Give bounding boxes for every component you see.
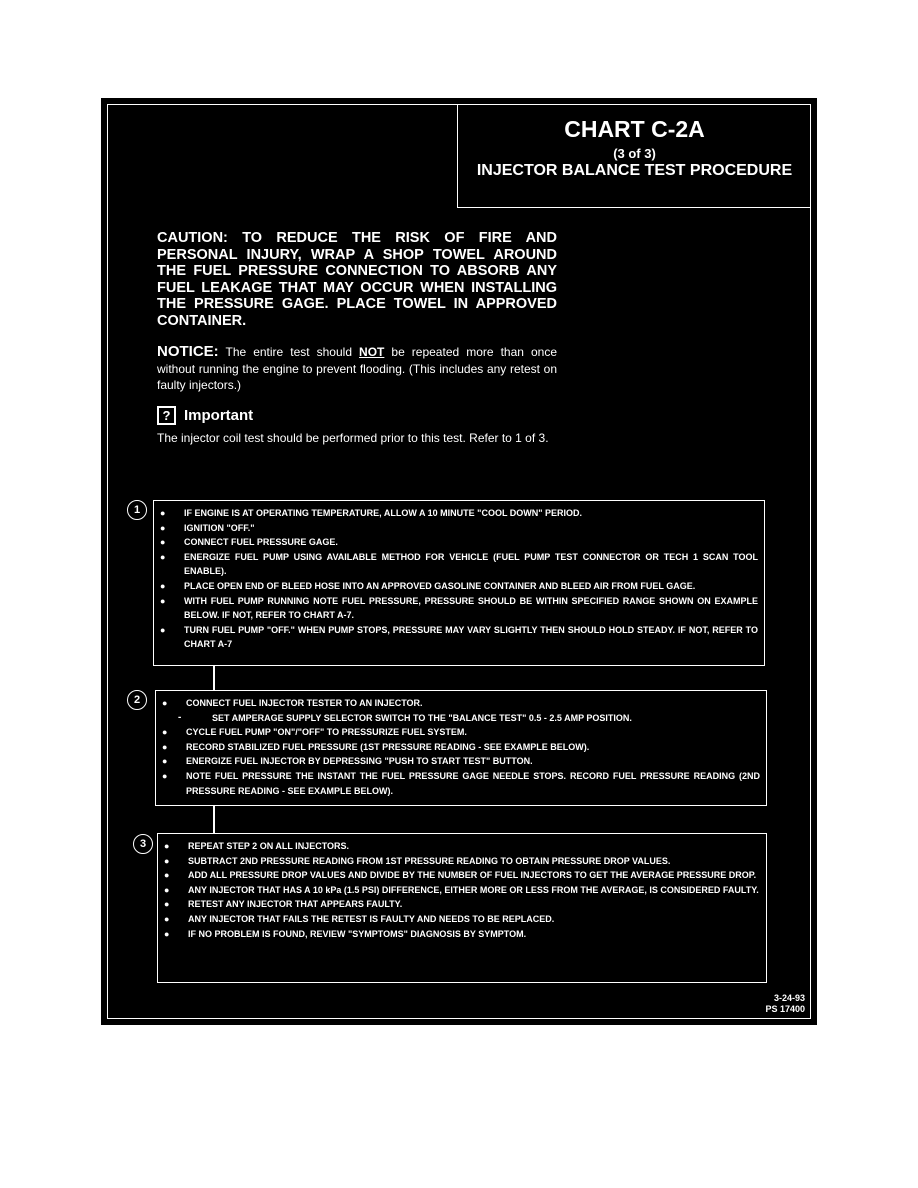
step-box-3 (157, 833, 767, 983)
step-number-2: 2 (127, 690, 147, 710)
step-3-item: ● IF NO PROBLEM IS FOUND, REVIEW "SYMPTOMS" DIAGNOSIS BY SYMPTOM. (164, 927, 760, 942)
step-3-item: ● SUBTRACT 2ND PRESSURE READING FROM 1ST PRESSURE READING TO OBTAIN PRESSURE DROP VALUES. (164, 854, 760, 869)
chart-panel (101, 98, 817, 1025)
step-list-3 (164, 839, 760, 941)
step-1-item: ● IF ENGINE IS AT OPERATING TEMPERATURE, ALLOW A 10 MINUTE "COOL DOWN" PERIOD. (160, 506, 758, 521)
footer-reference (765, 993, 805, 1015)
step-3-item: ● ADD ALL PRESSURE DROP VALUES AND DIVIDE BY THE NUMBER OF FUEL INJECTORS TO GET THE AVERAGE PRESSURE DROP. (164, 868, 760, 883)
chart-heading: INJECTOR BALANCE TEST PROCEDURE (476, 162, 793, 179)
step-number-3: 3 (133, 834, 153, 854)
step-list-2 (162, 696, 760, 798)
step-2-item: ● ENERGIZE FUEL INJECTOR BY DEPRESSING "PUSH TO START TEST" BUTTON. (162, 754, 760, 769)
step-3-item: ● RETEST ANY INJECTOR THAT APPEARS FAULTY. (164, 897, 760, 912)
step-3-item: ● REPEAT STEP 2 ON ALL INJECTORS. (164, 839, 760, 854)
notice-text-before: The entire test should (218, 345, 360, 359)
step-2-item: - SET AMPERAGE SUPPLY SELECTOR SWITCH TO THE "BALANCE TEST" 0.5 - 2.5 AMP POSITION. (162, 711, 760, 726)
important-header (157, 406, 253, 425)
title-block (457, 104, 811, 208)
step-2-item: ● CYCLE FUEL PUMP "ON"/"OFF" TO PRESSURIZE FUEL SYSTEM. (162, 725, 760, 740)
step-1-item: ● CONNECT FUEL PRESSURE GAGE. (160, 535, 758, 550)
step-box-2 (155, 690, 767, 806)
footer-ref: PS 17400 (765, 1004, 805, 1014)
step-1-item: ● ENERGIZE FUEL PUMP USING AVAILABLE METHOD FOR VEHICLE (FUEL PUMP TEST CONNECTOR OR TECH 1 SCAN TOOL ENABLE). (160, 550, 758, 579)
chart-title: CHART C-2A (564, 116, 705, 142)
notice-paragraph (157, 344, 557, 394)
step-1-item: ● TURN FUEL PUMP "OFF." WHEN PUMP STOPS, PRESSURE MAY VARY SLIGHTLY THEN SHOULD HOLD STEADY. IF NOT, REFER TO CHART A-7 (160, 623, 758, 652)
connector-line-1 (213, 666, 215, 690)
step-1-item: ● IGNITION "OFF." (160, 521, 758, 536)
connector-line-2 (213, 806, 215, 833)
important-label: Important (184, 407, 254, 424)
step-3-item: ● ANY INJECTOR THAT HAS A 10 kPa (1.5 PSI) DIFFERENCE, EITHER MORE OR LESS FROM THE AVERAGE, IS CONSIDERED FAULTY. (164, 883, 760, 898)
step-2-item: ● NOTE FUEL PRESSURE THE INSTANT THE FUEL PRESSURE GAGE NEEDLE STOPS. RECORD FUEL PRESSURE READING (2ND PRESSURE READING - SEE EXAMPLE BELOW). (162, 769, 760, 798)
notice-label: NOTICE: (157, 343, 219, 360)
caution-text: CAUTION: TO REDUCE THE RISK OF FIRE AND PERSONAL INJURY, WRAP A SHOP TOWEL AROUND THE FUEL PRESSURE CONNECTION TO ABSORB ANY FUEL LEAKAGE THAT MAY OCCUR WHEN INSTALLING THE PRESSURE GAGE. PLACE TOWEL IN APPROVED CONTAINER. (157, 230, 557, 329)
footer-date: 3-24-93 (773, 993, 805, 1003)
step-number-1: 1 (127, 500, 147, 520)
step-1-item: ● PLACE OPEN END OF BLEED HOSE INTO AN APPROVED GASOLINE CONTAINER AND BLEED AIR FROM FUEL GAGE. (160, 579, 758, 594)
step-1-item: ● WITH FUEL PUMP RUNNING NOTE FUEL PRESSURE, PRESSURE SHOULD BE WITHIN SPECIFIED RANGE SHOWN ON EXAMPLE BELOW. IF NOT, REFER TO CHART A-7. (160, 594, 758, 623)
important-text: The injector coil test should be performed prior to this test. Refer to 1 of 3. (157, 431, 549, 445)
important-icon: ? (157, 406, 176, 425)
step-list-1 (160, 506, 758, 652)
notice-emphasis: NOT (359, 345, 385, 359)
notice-text-after: be repeated more than once without running the engine to prevent flooding. (This includes any retest on faulty injectors.) (157, 345, 557, 392)
step-2-item: ● RECORD STABILIZED FUEL PRESSURE (1ST PRESSURE READING - SEE EXAMPLE BELOW). (162, 740, 760, 755)
step-2-item: ● CONNECT FUEL INJECTOR TESTER TO AN INJECTOR. (162, 696, 760, 711)
step-box-1 (153, 500, 765, 666)
step-3-item: ● ANY INJECTOR THAT FAILS THE RETEST IS FAULTY AND NEEDS TO BE REPLACED. (164, 912, 760, 927)
chart-page-number: (3 of 3) (613, 146, 656, 161)
